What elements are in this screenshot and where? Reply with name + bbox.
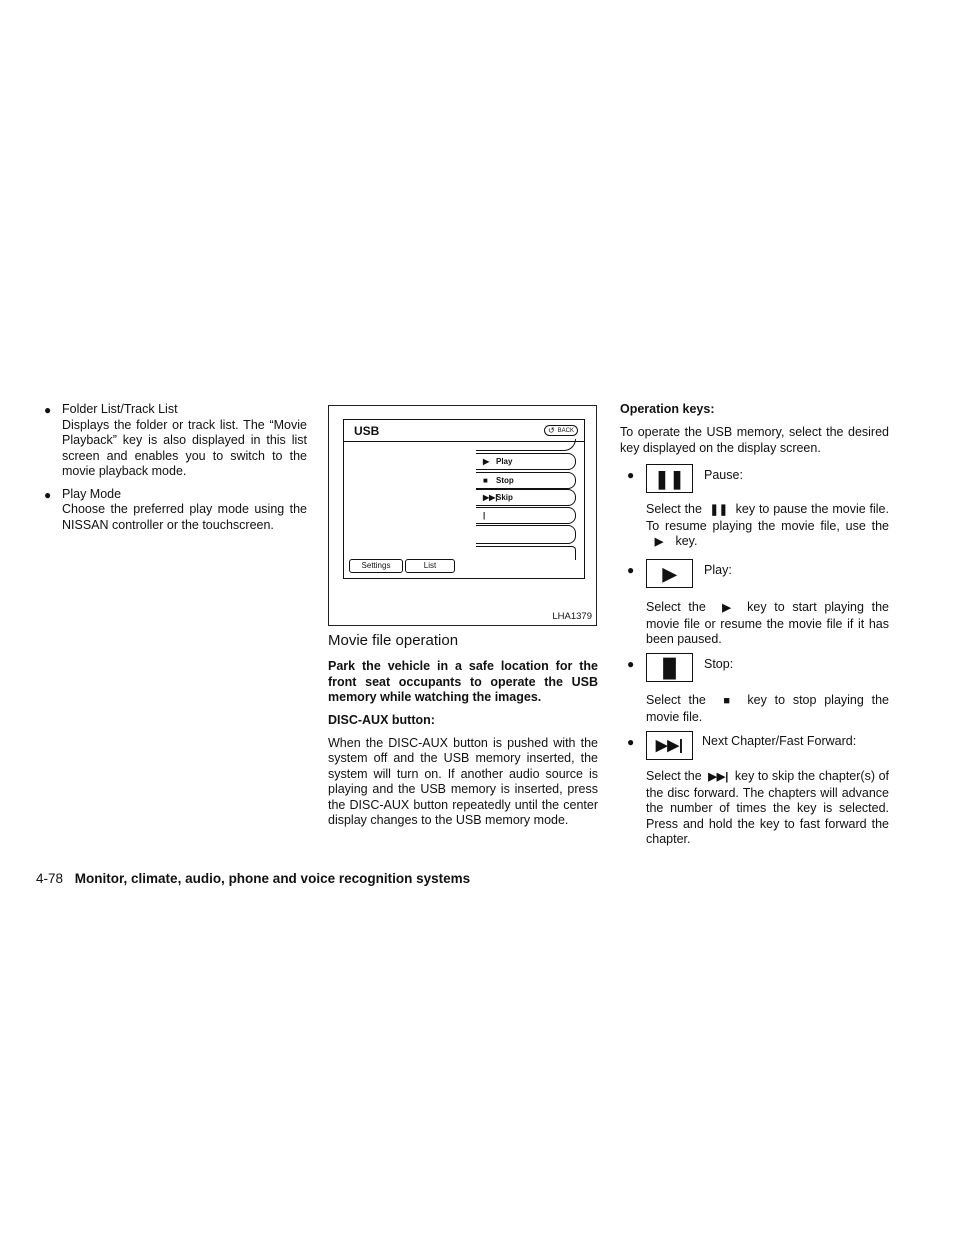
settings-button[interactable]: Settings [349, 559, 403, 573]
operation-keys-heading: Operation keys: [620, 402, 715, 416]
play-key[interactable] [646, 559, 693, 588]
bullet-icon: ● [44, 403, 52, 417]
key-description [646, 769, 889, 848]
page-number: 4-78 [36, 871, 64, 886]
stop-icon: ■ [723, 695, 730, 707]
menu-label: Play [496, 457, 513, 466]
desc-text: key to start playing the movie file or resume the movie file if it has been paused. [646, 600, 889, 646]
stop-icon: ■ [483, 476, 488, 485]
chapter-title: Monitor, climate, audio, phone and voice recognition systems [74, 871, 471, 886]
key-label: Pause: [704, 468, 743, 482]
key-label: Stop: [704, 657, 734, 671]
pause-icon: ❚❚ [709, 504, 729, 516]
desc-text: key to pause the movie file. To resume playing the movie file, use the [646, 502, 889, 533]
play-icon: ▶ [654, 536, 664, 548]
next-chapter-key[interactable] [646, 731, 693, 760]
menu-panel [476, 453, 586, 563]
play-icon: ▶ [662, 563, 677, 584]
play-icon: ▶ [722, 602, 731, 614]
menu-item-play[interactable] [476, 453, 576, 470]
bullet-icon: ● [627, 563, 635, 577]
pause-key[interactable] [646, 464, 693, 493]
key-label: Next Chapter/Fast Forward: [702, 734, 857, 748]
menu-item-skip-forward[interactable] [476, 489, 576, 506]
desc-text: Select the [646, 502, 702, 516]
skip-back-icon: | [483, 511, 486, 520]
desc-text: Select the [646, 600, 706, 614]
next-chapter-icon: ▶▶| [655, 736, 684, 754]
disc-aux-heading: DISC-AUX button: [328, 712, 435, 727]
key-description [646, 502, 889, 551]
back-button[interactable] [544, 425, 578, 436]
bullet-icon: ● [44, 487, 52, 502]
screen-title: USB [354, 424, 380, 438]
play-icon: ▶ [483, 457, 490, 466]
middle-column [328, 632, 598, 829]
skip-forward-icon: ▶▶| [483, 493, 498, 502]
operation-keys-intro: To operate the USB memory, select the desired key displayed on the display screen. [620, 425, 889, 455]
page-footer [36, 871, 470, 886]
key-description [646, 600, 889, 648]
figure-caption: LHA1379 [552, 611, 592, 622]
safety-warning: Park the vehicle in a safe location for the front seat occupants to operate the USB memory while watching the images. [328, 659, 598, 704]
bullet-icon: ● [627, 735, 635, 749]
list-item [44, 487, 307, 534]
desc-text: key. [675, 534, 698, 548]
menu-item-empty[interactable] [476, 525, 576, 544]
menu-label: Stop [496, 476, 514, 485]
desc-text: Select the [646, 693, 706, 707]
item-text: Displays the folder or track list. The “Movie Playback” key is also displayed in this list screen and enables you to switch to the movie playback mode. [62, 417, 307, 478]
usb-screen-figure [328, 405, 597, 626]
key-description [646, 693, 889, 725]
item-title: Folder List/Track List [62, 402, 178, 416]
desc-text: Select the [646, 769, 702, 783]
next-chapter-icon: ▶▶| [708, 771, 729, 783]
disc-aux-text: When the DISC-AUX button is pushed with the system off and the USB memory inserted, the system will turn on. If another audio source is playing and the USB memory is inserted, press the DISC-AUX button repeatedly until the center display changes to the USB memory mode. [328, 735, 598, 827]
back-arrow-icon: ↺ [548, 426, 555, 435]
pause-icon: ❚❚ [654, 468, 685, 489]
item-text: Choose the preferred play mode using the NISSAN controller or the touchscreen. [62, 502, 307, 532]
item-title: Play Mode [62, 486, 122, 501]
list-button[interactable]: List [405, 559, 455, 573]
right-column [620, 402, 889, 846]
menu-item-empty[interactable] [476, 546, 576, 560]
bullet-icon: ● [627, 468, 635, 482]
menu-decoration [476, 439, 576, 451]
display-screen [343, 419, 585, 579]
section-title: Movie file operation [328, 632, 459, 649]
menu-label: Skip [496, 493, 513, 502]
menu-item-skip-back[interactable] [476, 507, 576, 524]
back-label: BACK [557, 428, 574, 434]
menu-item-stop[interactable] [476, 472, 576, 489]
list-item [44, 402, 307, 480]
left-column [44, 402, 307, 540]
stop-icon: █ [663, 657, 676, 678]
desc-text: key to skip the chapter(s) of the disc forward. The chapters will advance the number of times the key is selected. Press and hold the key to fast forward the chapter. [646, 769, 889, 846]
key-label: Play: [704, 563, 732, 577]
stop-key[interactable] [646, 653, 693, 682]
desc-text: key to stop playing the movie file. [646, 693, 889, 724]
bullet-icon: ● [627, 657, 635, 671]
